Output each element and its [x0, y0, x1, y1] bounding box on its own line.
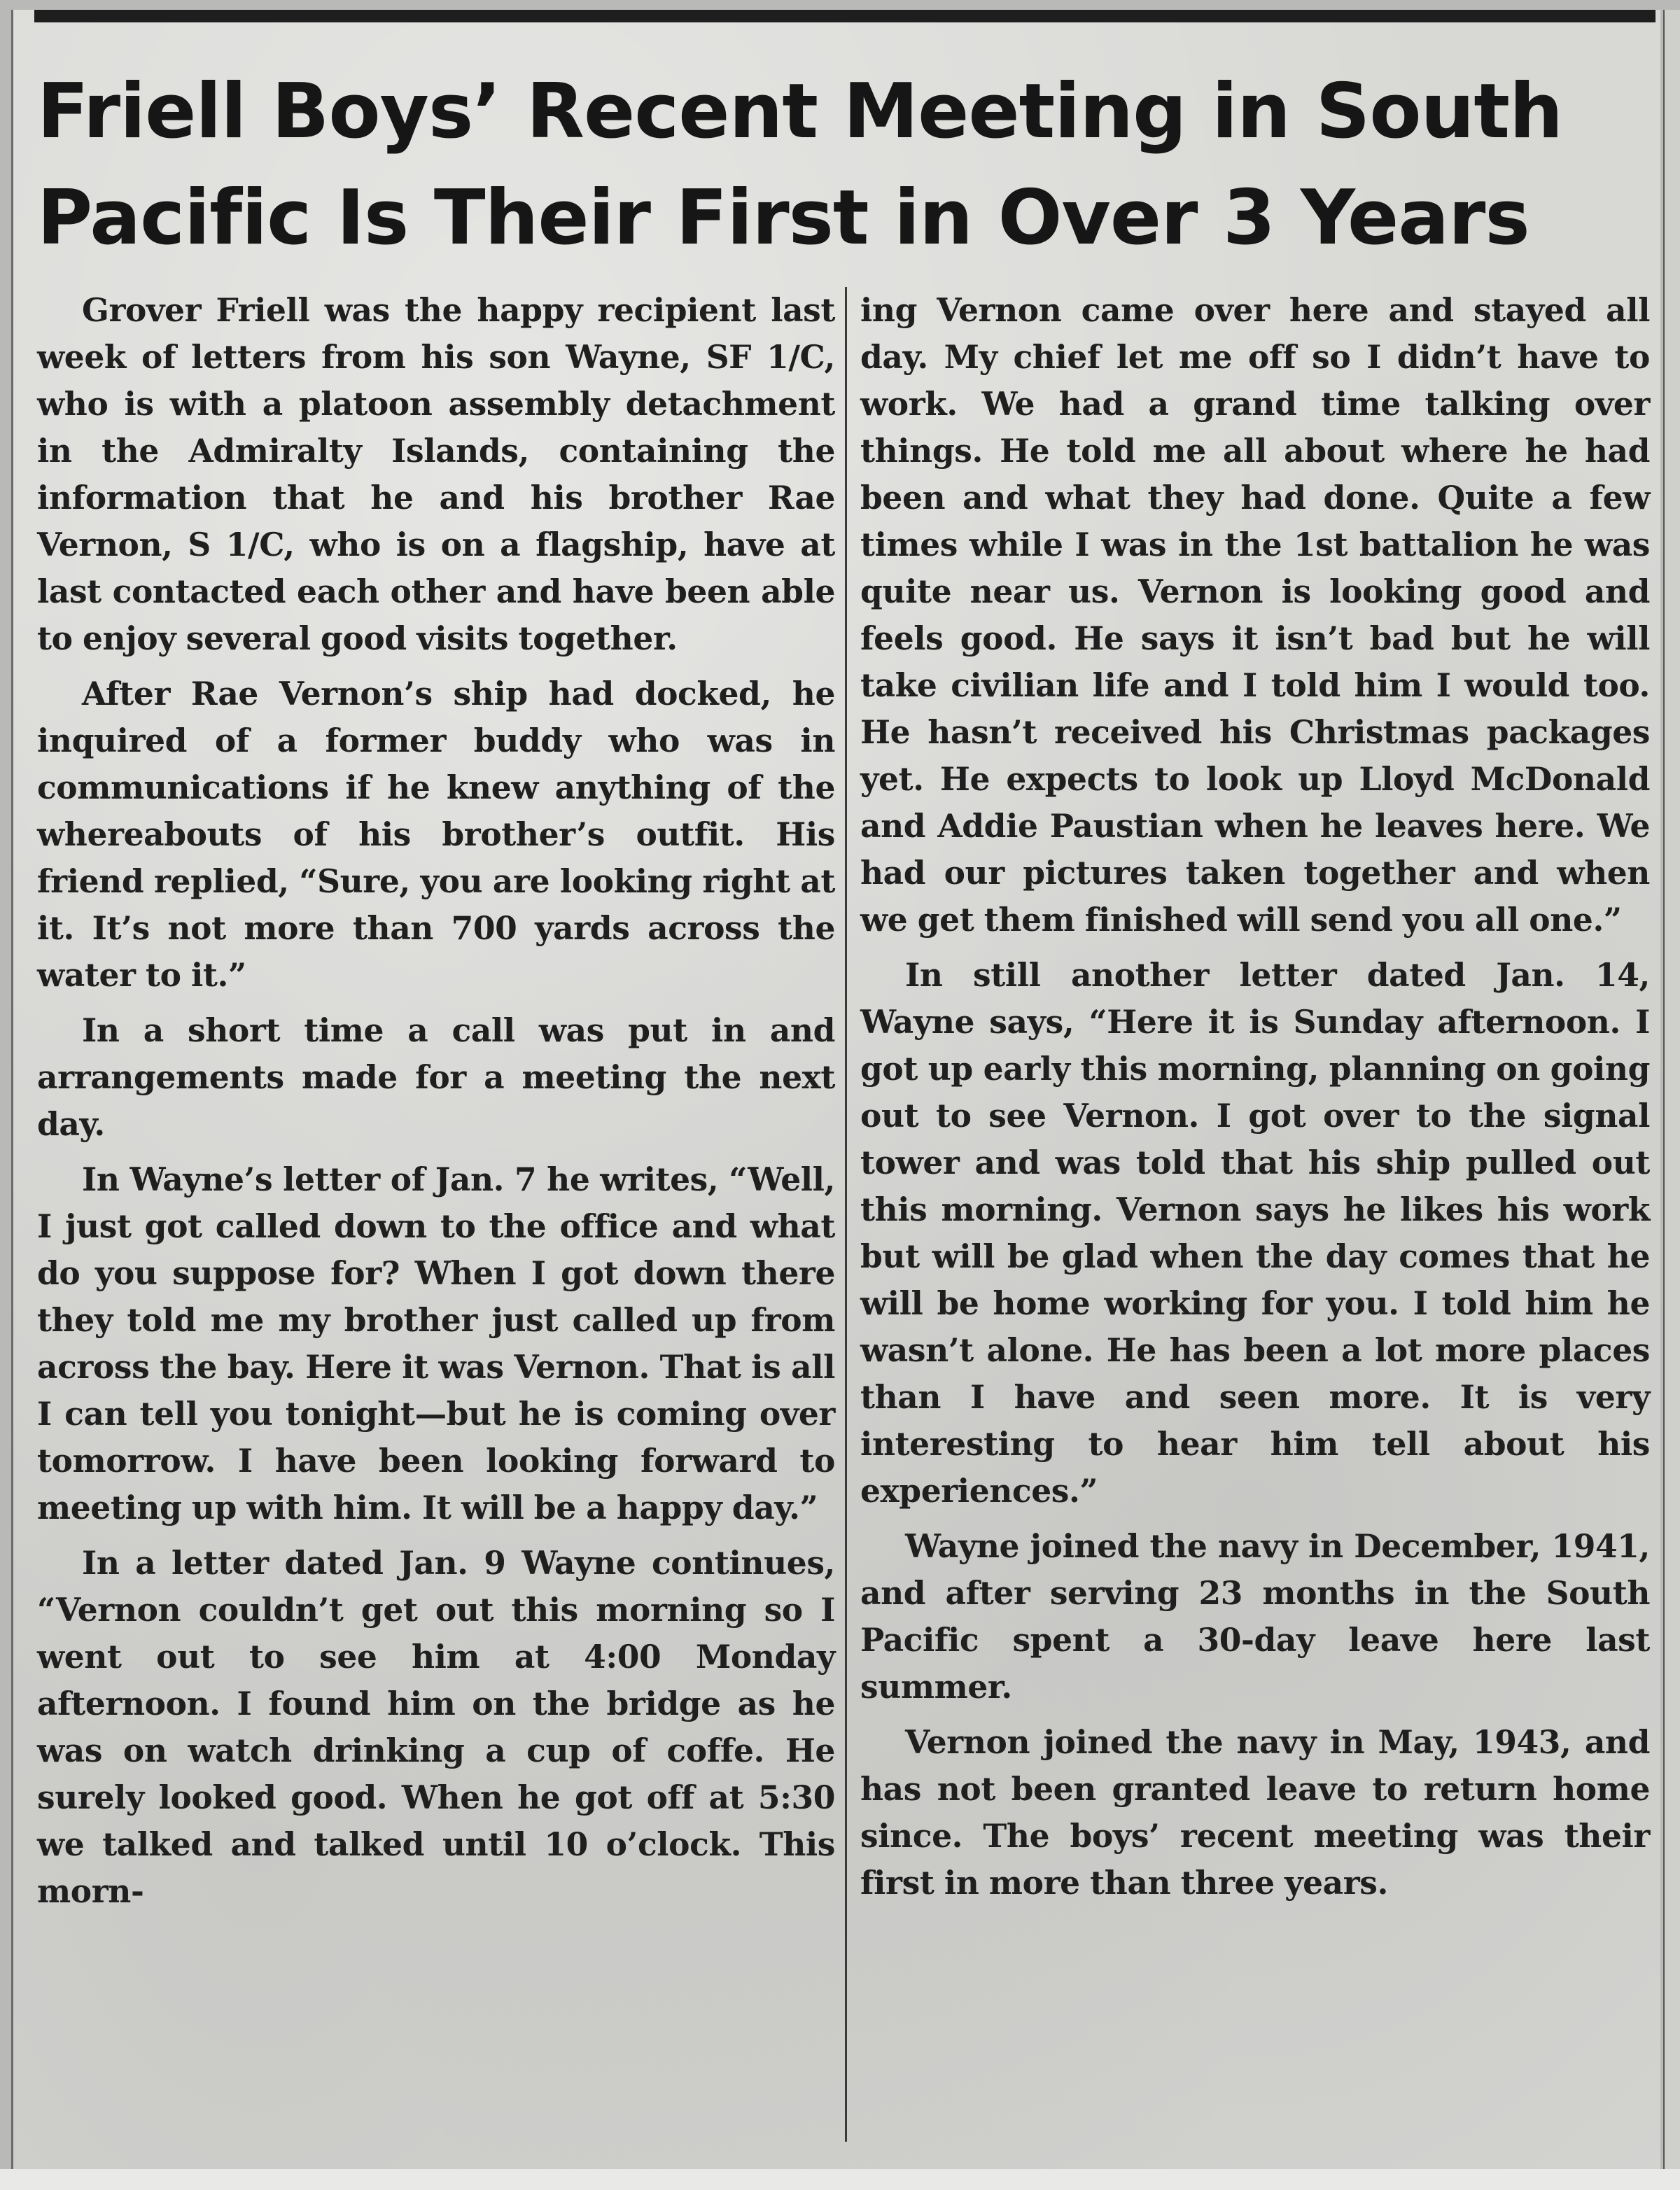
paragraph-continued: ing Vernon came over here and stayed all day. My chief let me off so I didn’t have to work. We had a grand time talking over things. He told me all about where he had been and what they had done. Quite a few times while I was in the 1st battalion he was quite near us. Vernon is looking good and feels good. He says it isn’t bad but he will take civilian life and I told him I would too. He hasn’t received his Christmas packages yet. He expects to look up Lloyd McDonald and Addie Paustian when he leaves here. We had our pictures taken together and when we get them finished will send you all one.” — [860, 291, 1650, 939]
paragraph: In Wayne’s letter of Jan. 7 he writes, “Well, I just got called down to the office and what do you suppose for? When I got down there they told me my brother just called up from across the bay. Here it was Vernon. That is all I can tell you tonight—but he is coming over tomorrow. I have been looking forward to meeting up with him. It will be a happy day.” — [37, 1160, 835, 1526]
paragraph: Wayne joined the navy in December, 1941, and after serving 23 months in the South Pacific spent a 30-day leave here last summer. — [860, 1527, 1650, 1706]
paragraph: Vernon joined the navy in May, 1943, and has not been granted leave to return home since. The boys’ recent meeting was their first in more than three years. — [860, 1723, 1650, 1902]
right-column — [860, 287, 1650, 1915]
column-divider — [845, 287, 847, 2142]
headline: Friell Boys’ Recent Meeting in South Pacific Is Their First in Over 3 Years — [37, 68, 1562, 262]
page-bottom-margin — [0, 2169, 1680, 2190]
adjacent-column-edge — [1663, 10, 1680, 2169]
paragraph: In a letter dated Jan. 9 Wayne continues, “Vernon couldn’t get out this morning so I went out to see him at 4:00 Monday afternoon. I found him on the bridge as he was on watch drinking a cup of coffe. He surely looked good. When he got off at 5:30 we talked and talked until 10 o’clock. This morn- — [37, 1544, 835, 1910]
paragraph: Grover Friell was the happy recipient last week of letters from his son Wayne, SF 1/C, who is with a platoon assembly detachment in the Admiralty Islands, containing the information that he and his brother Rae Vernon, S 1/C, who is on a flagship, have at last contacted each other and have been able to enjoy several good visits together. — [37, 291, 835, 657]
top-rule — [34, 10, 1656, 22]
left-column — [37, 287, 835, 1923]
paragraph: In still another letter dated Jan. 14, Wayne says, “Here it is Sunday afternoon. I got up early this morning, planning on going out to see Vernon. I got over to the signal tower and was told that his ship pulled out this morning. Vernon says he likes his work but will be glad when the day comes that he will be home working for you. I told him he wasn’t alone. He has been a lot more places than I have and seen more. It is very interesting to hear him tell about his experiences.” — [860, 956, 1650, 1510]
paragraph: In a short time a call was put in and arrangements made for a meeting the next day. — [37, 1011, 835, 1143]
paragraph: After Rae Vernon’s ship had docked, he inquired of a former buddy who was in communications if he knew anything of the whereabouts of his brother’s outfit. His friend replied, “Sure, you are looking right at it. It’s not more than 700 yards across the water to it.” — [37, 675, 835, 994]
newspaper-clipping — [11, 10, 1660, 2169]
